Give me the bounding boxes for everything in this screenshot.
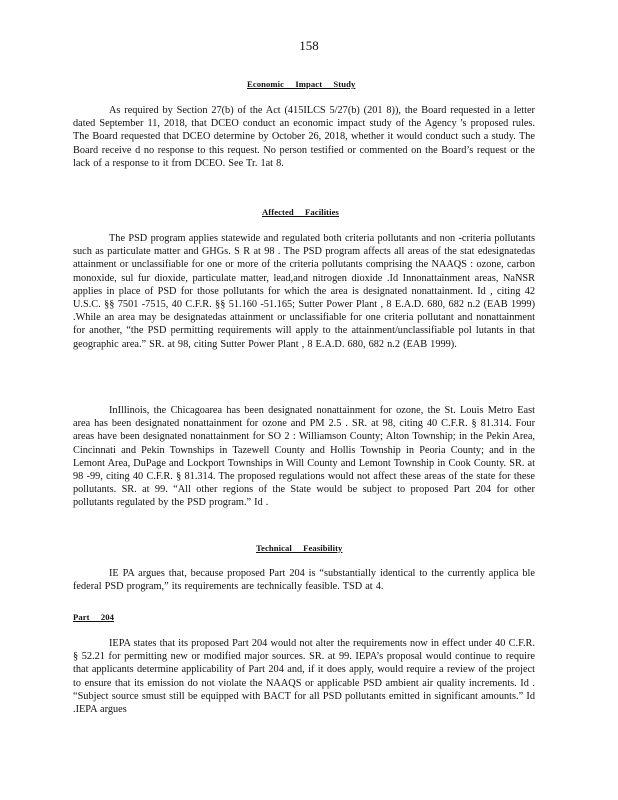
page-number: 158 xyxy=(299,38,319,53)
paragraph-technical-feasibility: IE PA argues that, because proposed Part 204 is “substantially identical to the currently applica ble federal PSD program,” its requirements are technically feasible. TSD at 4. xyxy=(73,568,535,593)
heading-technical-feasibility: Technical Feasibility xyxy=(256,543,343,553)
paragraph-part-204: IEPA states that its proposed Part 204 would not alter the requirements now in effect under 40 C.F.R. § 52.21 for permitting new or modified major sources. SR. at 99. IEPA’s proposal would continue to require that applicants determine applicability of Part 204 and, if it does apply, would require a review of the project to ensure that its emission do not violate the NAAQS or applicable PSD ambient air quality increments. Id . “Subject source smust still be equipped with BACT for all PSD pollutants emitted in significant amounts.” Id .IEPA argues xyxy=(73,638,535,716)
paragraph-nonattainment-areas: InIllinois, the Chicagoarea has been designated nonattainment for ozone, the St. Louis Metro East area has been designated nonattainment for ozone and PM 2.5 . SR. at 98, citing 40 C.F.R. § 81.314. Four areas have been designated nonattainment for SO 2 : Williamson County; Alton Township; in the Pekin Area, Cincinnati and Pekin Townships in Tazewell County and Hollis Township in Peoria County; and in the Lemont Area, DuPage and Lockport Townships in Will County and Lemont Township in Cook County. SR. at 98 -99, citing 40 C.F.R. § 81.314. The proposed regulations would not affect these areas of the state for these pollutants. SR. at 99. “All other regions of the State would be subject to proposed Part 204 for other pollutants regulated by the PSD program.” Id . xyxy=(73,405,535,509)
heading-economic-impact-study: Economic Impact Study xyxy=(247,79,356,89)
paragraph-economic-impact: As required by Section 27(b) of the Act (415ILCS 5/27(b) (201 8)), the Board requested in a letter dated September 11, 2018, that DCEO conduct an economic impact study of the Agency 's proposed rules. The Board requested that DCEO determine by October 26, 2018, whether it would conduct such a study. The Board receive d no response to this request. No person testified or commented on the Board’s request or the lack of a response to it from DCEO. See Tr. 1at 8. xyxy=(73,105,535,169)
heading-part-204: Part 204 xyxy=(73,612,115,622)
heading-affected-facilities: Affected Facilities xyxy=(262,207,339,217)
paragraph-psd-program: The PSD program applies statewide and regulated both criteria pollutants and non -criteria pollutants such as particulate matter and GHGs. S R at 98 . The PSD program affects all areas of the stat edesignatedas attainment or unclassifiable for one or more of the criteria pollutants comprising the NAAQS : ozone, carbon monoxide, sul fur dioxide, particulate matter, lead,and nitrogen dioxide .Id Innonattainment areas, NaNSR applies in place of PSD for those pollutants for which the area is designated nonattainment. Id , citing 42 U.S.C. §§ 7501 -7515, 40 C.F.R. §§ 51.160 -51.165; Sutter Power Plant , 8 E.A.D. 680, 682 n.2 (EAB 1999) .While an area may be designatedas attainment or unclassifiable for one criteria pollutant and nonattainment for another, “the PSD permitting requirements will apply to the attainment/unclassifiable pol lutants in that geographic area.” SR. at 98, citing Sutter Power Plant , 8 E.A.D. 680, 682 n.2 (EAB 1999). xyxy=(73,233,535,350)
